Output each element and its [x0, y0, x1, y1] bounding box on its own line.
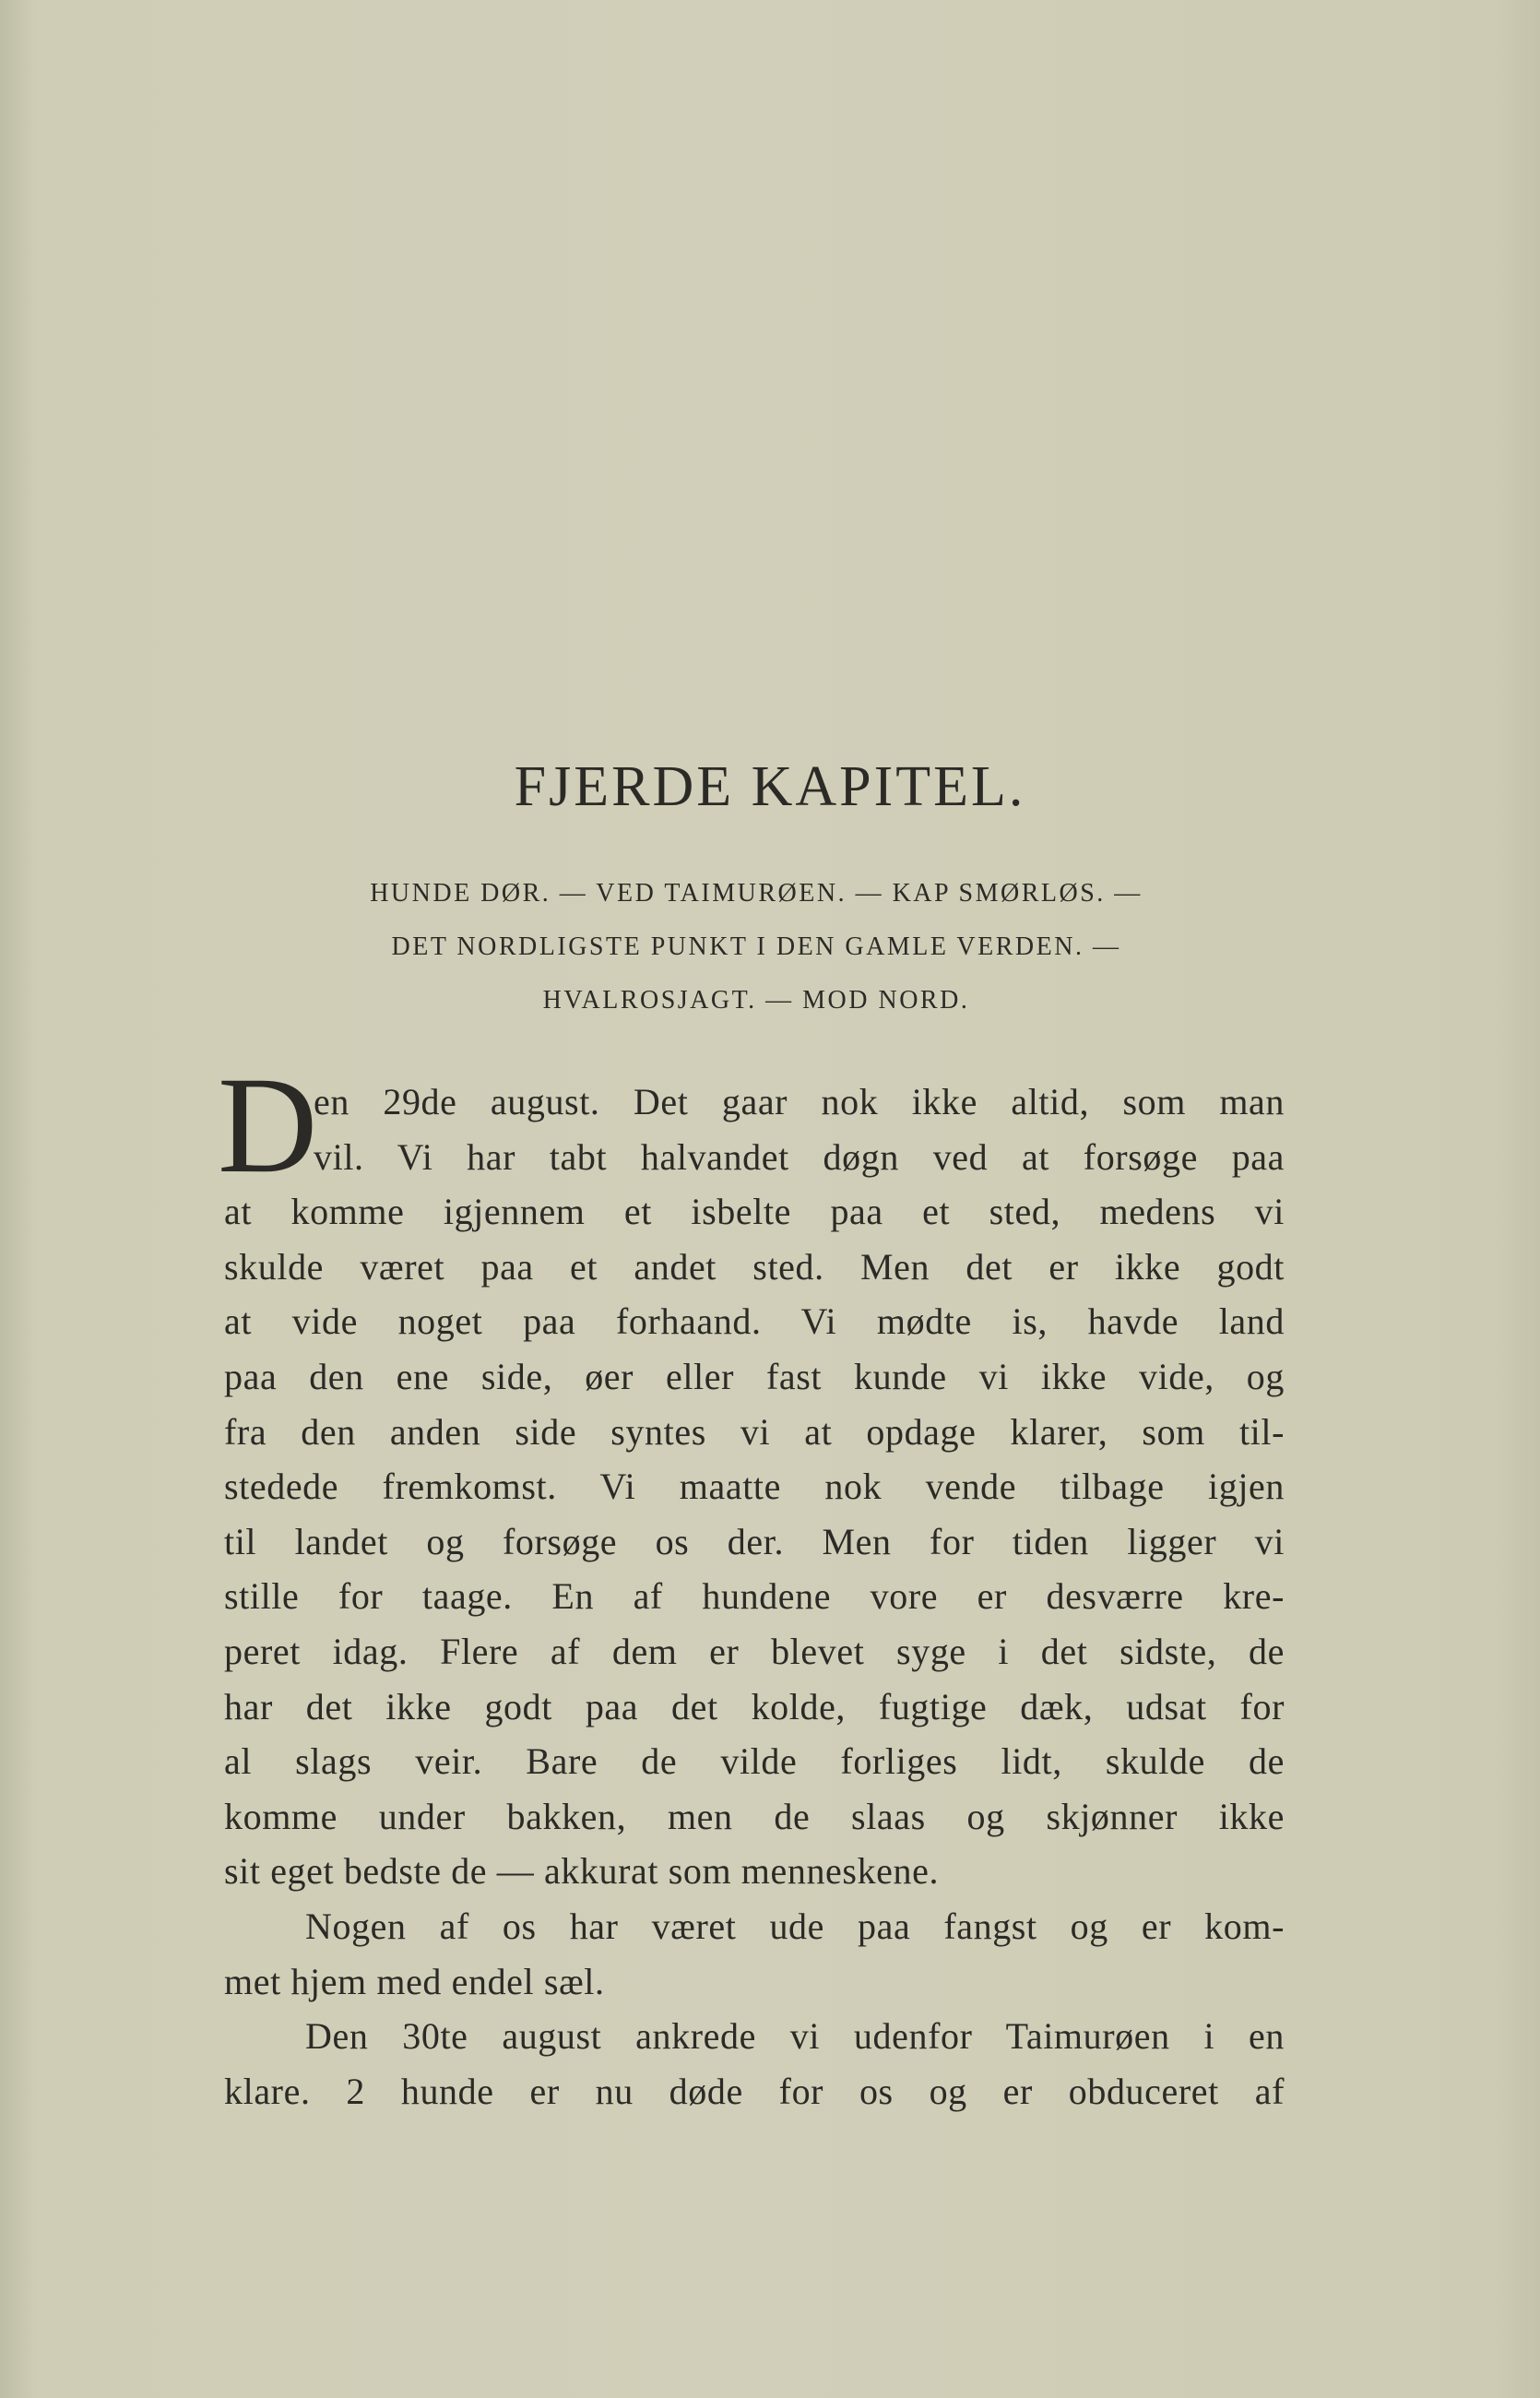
text-line: at komme igjennem et isbelte paa et sted, medens vi	[224, 1191, 1285, 1233]
text-line: sit eget bedste de — akkurat som menneskene.	[224, 1850, 940, 1893]
body-text	[224, 1074, 1285, 2119]
text-line: har det ikke godt paa det kolde, fugtige dæk, udsat for	[224, 1685, 1285, 1727]
text-line: al slags veir. Bare de vilde forliges lidt, skulde de	[224, 1740, 1285, 1783]
text-line: vil. Vi har tabt halvandet døgn ved at forsøge paa	[314, 1135, 1285, 1178]
text-line: met hjem med endel sæl.	[224, 1960, 605, 2002]
text-line: Nogen af os har været ude paa fangst og er kom-	[305, 1905, 1285, 1947]
text-line: paa den ene side, øer eller fast kunde vi ikke vide, og	[224, 1355, 1285, 1397]
text-line: en 29de august. Det gaar nok ikke altid, som man	[314, 1081, 1285, 1122]
summary-line: HVALROSJAGT. — MOD NORD.	[542, 986, 970, 1015]
summary-line: HUNDE DØR. — VED TAIMURØEN. — KAP SMØRLØS. —	[370, 879, 1143, 908]
text-line: til landet og forsøge os der. Men for tiden ligger vi	[224, 1520, 1285, 1562]
text-line: peret idag. Flere af dem er blevet syge i det sidste, de	[224, 1630, 1285, 1672]
text-line: komme under bakken, men de slaas og skjønner ikke	[224, 1795, 1285, 1837]
text-line: skulde været paa et andet sted. Men det er ikke godt	[224, 1245, 1285, 1288]
text-line: Den 30te august ankrede vi udenfor Taimurøen i en	[305, 2015, 1285, 2058]
text-line: klare. 2 hunde er nu døde for os og er obduceret af	[224, 2070, 1285, 2112]
summary-line: DET NORDLIGSTE PUNKT I DEN GAMLE VERDEN. —	[391, 932, 1121, 961]
chapter-summary	[221, 867, 1291, 1027]
text-line: fra den anden side syntes vi at opdage klarer, som til-	[224, 1410, 1285, 1453]
drop-cap: D	[218, 1049, 318, 1202]
text-line: at vide noget paa forhaand. Vi mødte is, havde land	[224, 1300, 1285, 1343]
chapter-title: FJERDE KAPITEL.	[514, 755, 1026, 818]
text-line: stedede fremkomst. Vi maatte nok vende tilbage igjen	[224, 1466, 1285, 1508]
text-line: stille for taage. En af hundene vore er desværre kre-	[224, 1575, 1285, 1618]
